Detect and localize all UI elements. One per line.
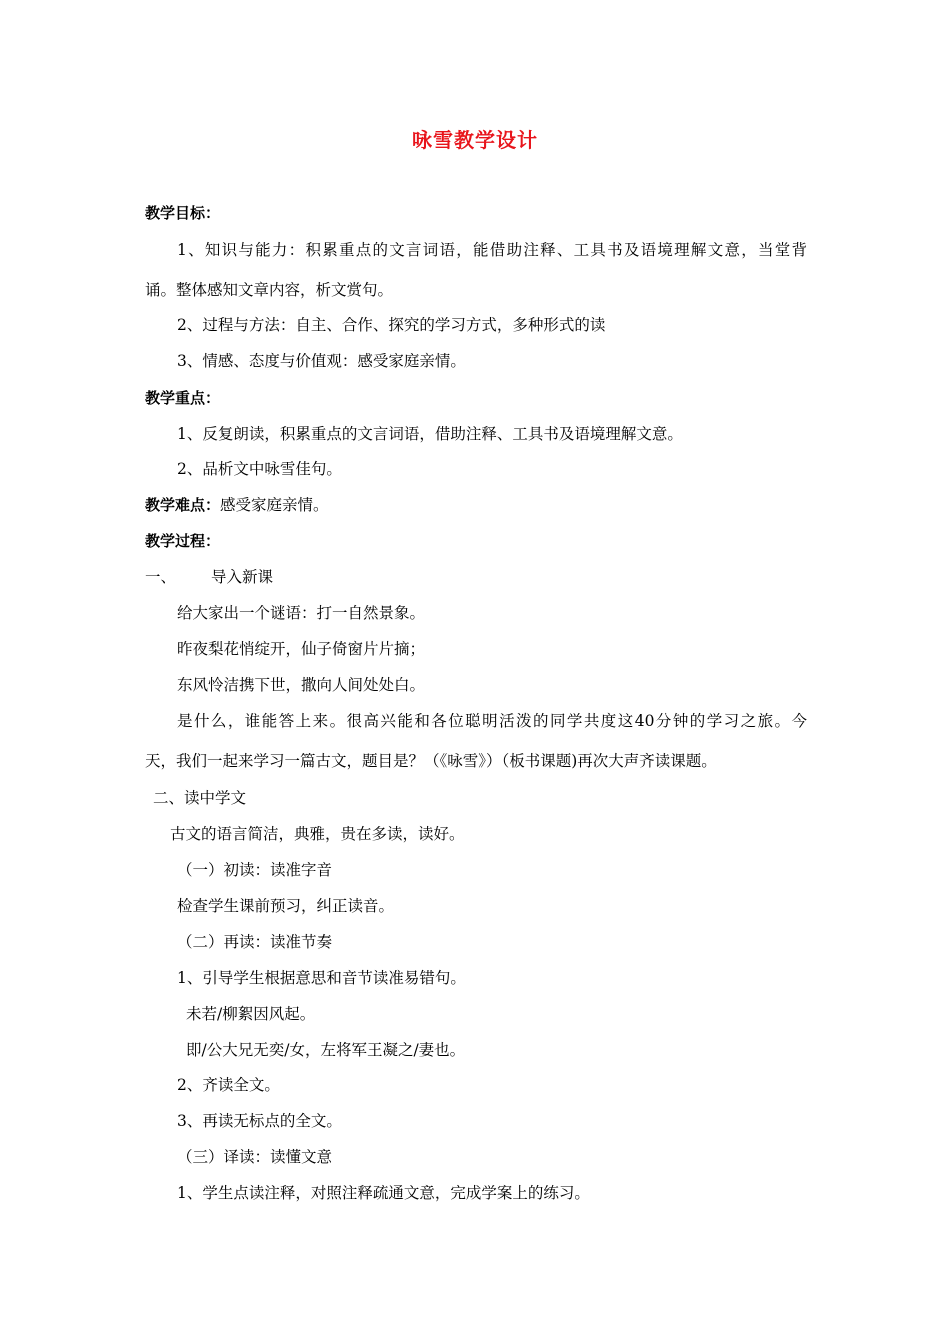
section2-line: 3、再读无标点的全文。 (177, 1112, 342, 1130)
difficulty-row (145, 495, 329, 515)
section2-line: 2、齐读全文。 (177, 1076, 280, 1094)
section2-line: （三）译读：读懂文意 (177, 1148, 333, 1166)
section1-number: 一、 (145, 568, 177, 586)
section1-line: 是什么，谁能答上来。很高兴能和各位聪明活泼的同学共度这40分钟的学习之旅。今 (177, 712, 807, 730)
key-point-item: 1、反复朗读，积累重点的文言词语，借助注释、工具书及语境理解文意。 (177, 425, 683, 443)
section2-line: （一）初读：读准字音 (177, 861, 333, 879)
section1-line: 给大家出一个谜语：打一自然景象。 (177, 604, 426, 622)
section2-line: 古文的语言简洁，典雅，贵在多读，读好。 (170, 825, 465, 843)
section2-line: 未若/柳絮因风起。 (186, 1005, 316, 1023)
difficulty-heading: 教学难点： (145, 496, 221, 514)
section2-line: 检查学生课前预习，纠正读音。 (177, 897, 395, 915)
section1-line: 昨夜梨花悄绽开，仙子倚窗片片摘； (177, 640, 426, 658)
section2-line: 1、学生点读注释，对照注释疏通文意，完成学案上的练习。 (177, 1184, 590, 1202)
page-title: 咏雪教学设计 (412, 128, 538, 152)
objective-item: 1、知识与能力：积累重点的文言词语，能借助注释、工具书及语境理解文意，当堂背 (177, 241, 807, 259)
key-point-item: 2、品析文中咏雪佳句。 (177, 460, 342, 478)
objective-item: 3、情感、态度与价值观：感受家庭亲情。 (177, 352, 466, 370)
section1-line: 东风怜洁携下世，撒向人间处处白。 (177, 676, 426, 694)
section2-line: 1、引导学生根据意思和音节读准易错句。 (177, 969, 466, 987)
section1-title: 导入新课 (211, 568, 274, 586)
key-points-heading: 教学重点： (145, 389, 221, 407)
objectives-heading: 教学目标： (145, 204, 221, 222)
section2-line: （二）再读：读准节奏 (177, 933, 333, 951)
process-heading: 教学过程： (145, 532, 221, 550)
section1-line: 天，我们一起来学习一篇古文，题目是？（《咏雪》）（板书课题)再次大声齐读课题。 (145, 752, 717, 770)
section2-title: 二、读中学文 (153, 789, 247, 807)
objective-item: 2、过程与方法：自主、合作、探究的学习方式，多种形式的读 (177, 316, 606, 334)
difficulty-text: 感受家庭亲情。 (220, 496, 329, 514)
objective-item: 诵。整体感知文章内容，析文赏句。 (145, 281, 394, 299)
section2-line: 即/公大兄无奕/女，左将军王凝之/妻也。 (186, 1041, 466, 1059)
